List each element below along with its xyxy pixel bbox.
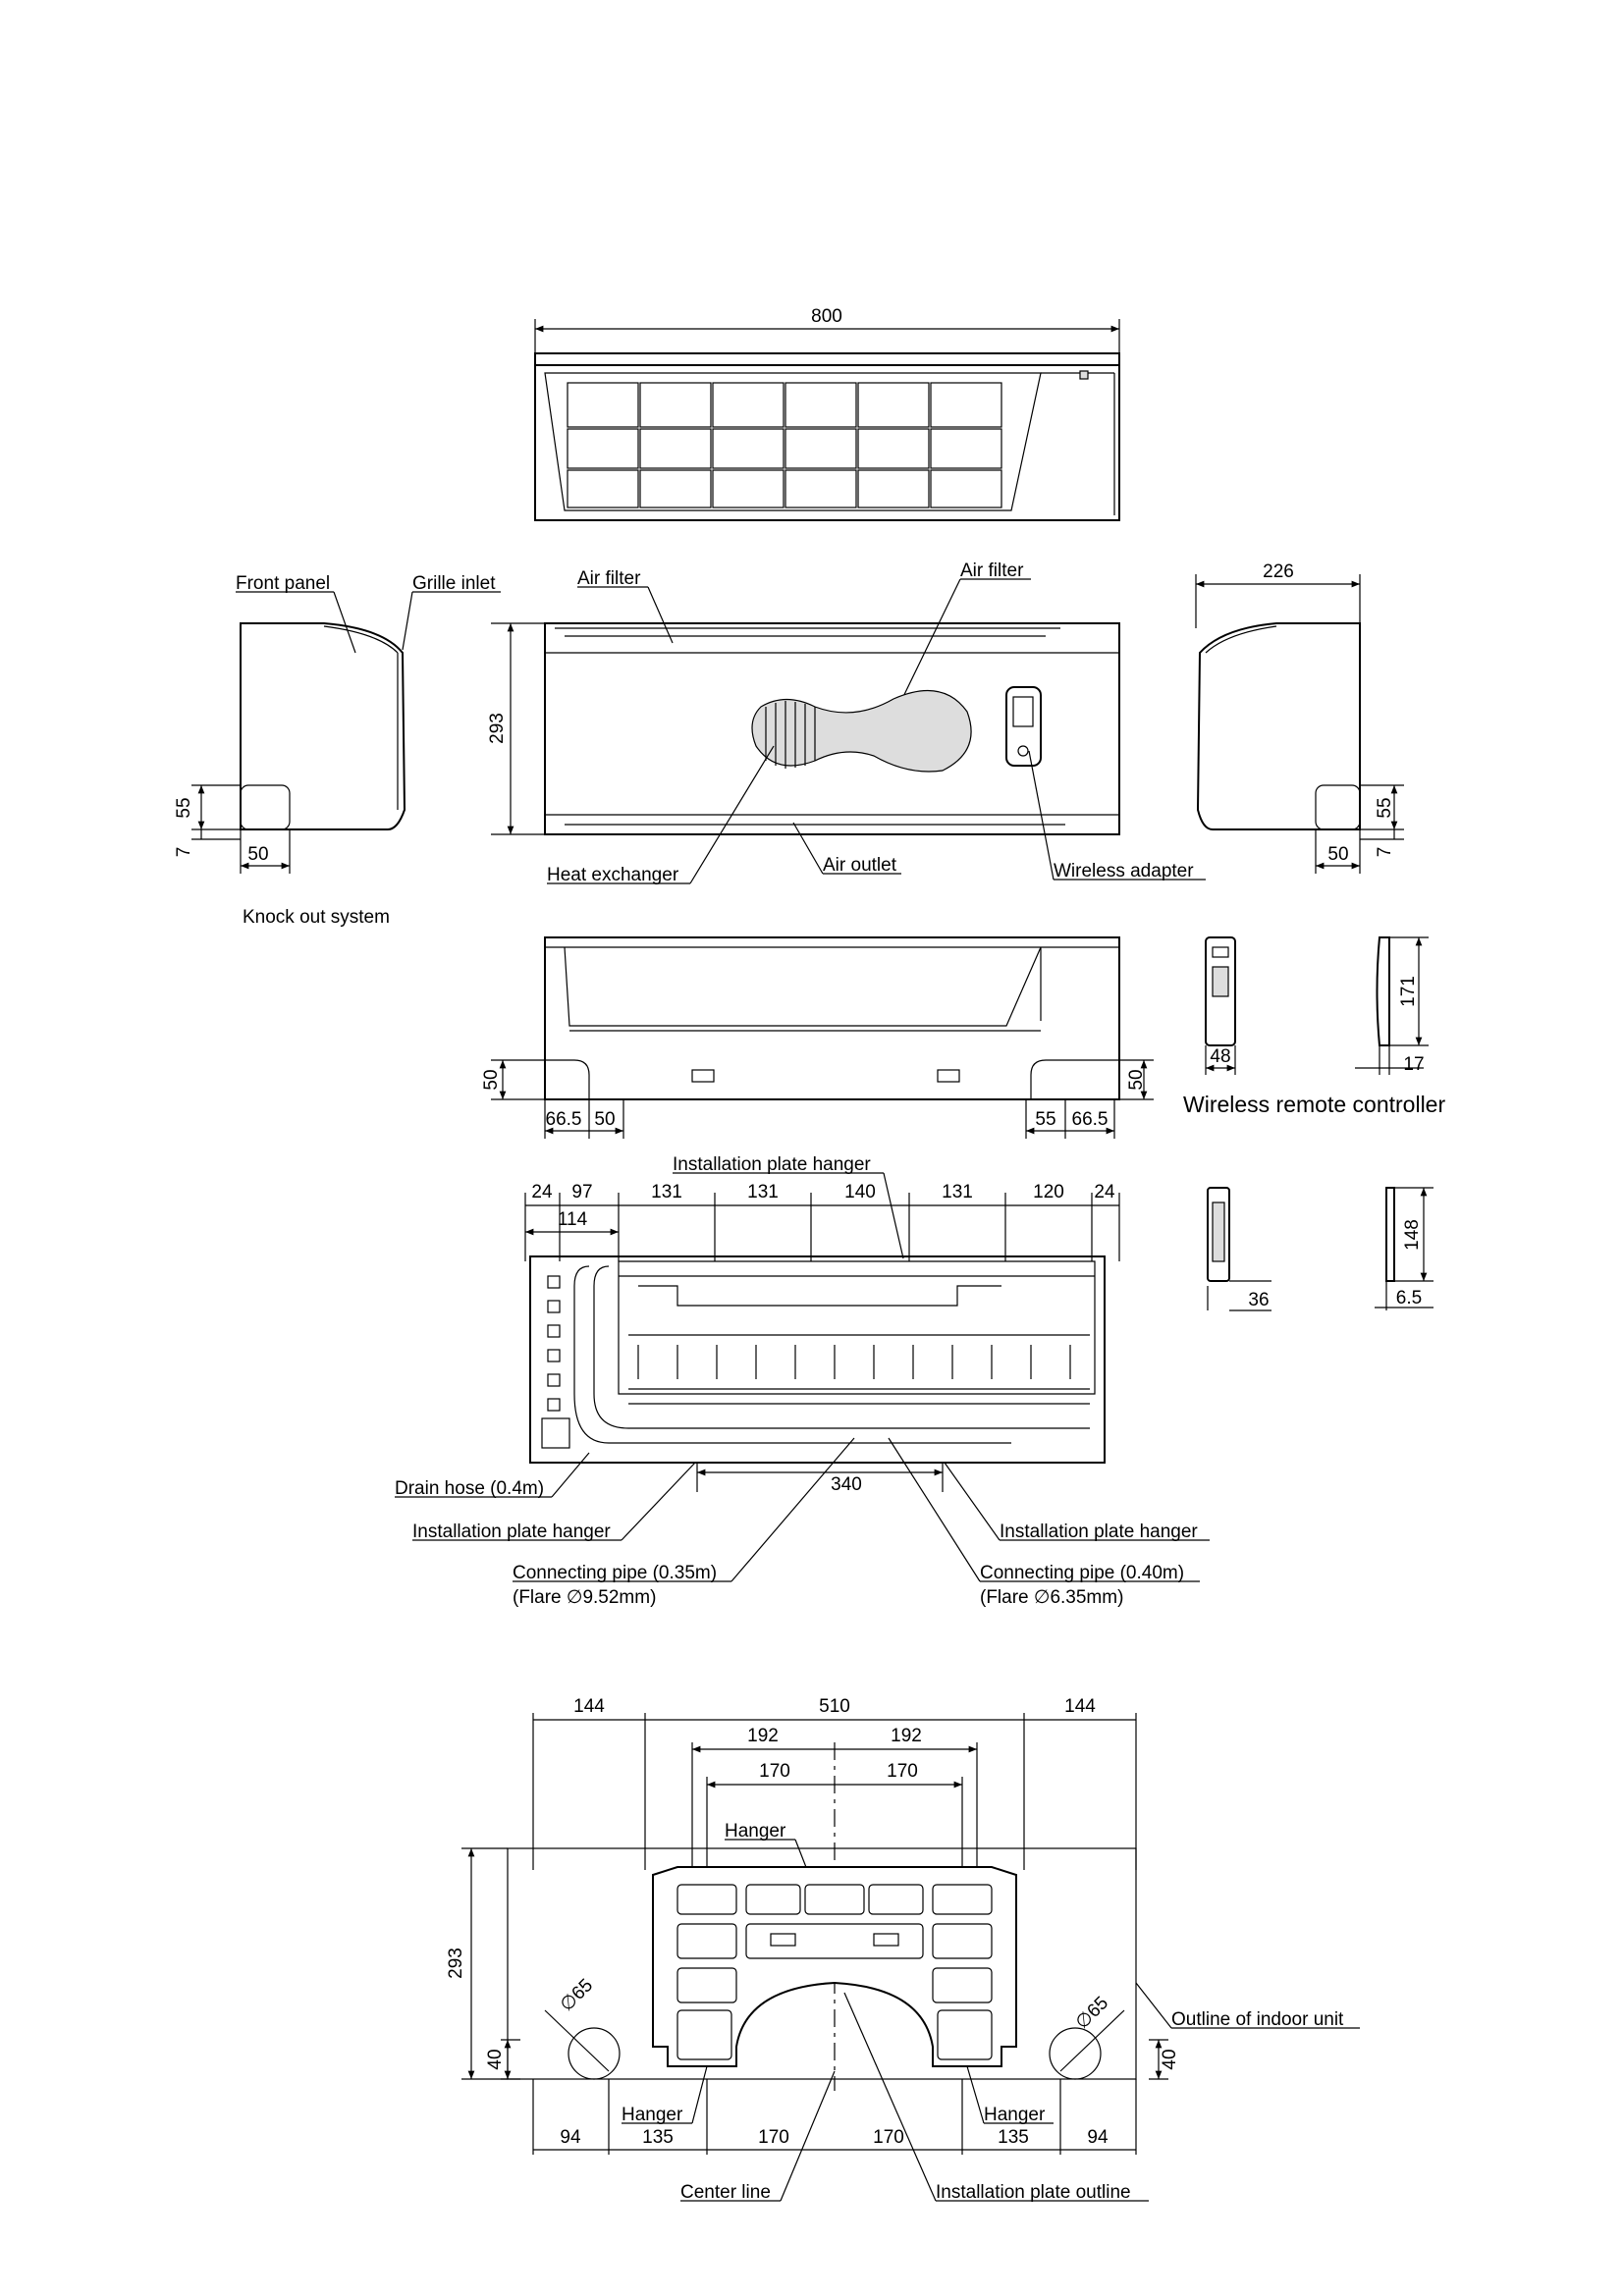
plate-bottom-dim-1: 135 (642, 2127, 674, 2148)
plate-bottom-dim-5: 94 (1087, 2127, 1109, 2148)
left-d55: 55 (174, 797, 194, 819)
front-height-dim: 293 (487, 713, 508, 744)
right-d55: 55 (1375, 797, 1395, 819)
right-side-view (1196, 561, 1404, 874)
air-outlet-label: Air outlet (823, 855, 896, 876)
holder-depth: 6.5 (1395, 1288, 1423, 1308)
drain-hose-label: Drain hose (0.4m) (395, 1478, 545, 1499)
right-d50: 50 (1327, 844, 1349, 865)
front-panel-label: Front panel (236, 573, 331, 594)
rear-view (395, 1154, 1210, 1608)
remote-width: 48 (1210, 1046, 1231, 1067)
pipe-right-flare: (Flare ∅6.35mm) (980, 1587, 1124, 1608)
plate-bottom-dim-3: 170 (873, 2127, 904, 2148)
bottom-d66-5-left: 66.5 (545, 1109, 582, 1130)
plate-hanger-br-label: Hanger (984, 2105, 1046, 2125)
rear-d114: 114 (557, 1209, 588, 1230)
rear-hanger-left-label: Installation plate hanger (412, 1522, 611, 1542)
wireless-remote (1183, 937, 1445, 1117)
plate-height-dim: 293 (446, 1948, 466, 1979)
rear-dim-1: 97 (571, 1182, 593, 1202)
rear-dim-2: 131 (651, 1182, 682, 1202)
holder-width: 36 (1248, 1290, 1270, 1310)
air-filter-left-label: Air filter (577, 568, 641, 589)
left-d50: 50 (247, 844, 269, 865)
plate-hanger-bl-label: Hanger (622, 2105, 683, 2125)
plate-d170-left: 170 (759, 1761, 790, 1782)
right-depth-dim: 226 (1263, 561, 1294, 582)
rear-dim-6: 120 (1033, 1182, 1064, 1202)
plate-d192-right: 192 (891, 1726, 922, 1746)
left-d7: 7 (174, 846, 194, 858)
pipe-right-label: Connecting pipe (0.40m) (980, 1563, 1185, 1583)
rear-dim-0: 24 (531, 1182, 553, 1202)
knock-out-label: Knock out system (243, 907, 390, 928)
plate-bottom-dim-0: 94 (560, 2127, 581, 2148)
bottom-d50-b: 50 (594, 1109, 616, 1130)
rear-dim-4: 140 (844, 1182, 876, 1202)
fan-blades (638, 1345, 1070, 1379)
rear-dim-5: 131 (942, 1182, 973, 1202)
bottom-d50-left: 50 (481, 1069, 502, 1091)
grille-inlet-label: Grille inlet (412, 573, 496, 594)
plate-d144-left: 144 (573, 1696, 605, 1717)
wireless-adapter-label: Wireless adapter (1054, 861, 1194, 881)
plate-hanger-top-label: Hanger (725, 1821, 786, 1842)
bottom-d55: 55 (1035, 1109, 1056, 1130)
rear-hanger-top-label: Installation plate hanger (673, 1154, 871, 1175)
air-filter-right-label: Air filter (960, 561, 1024, 581)
rear-dim-3: 131 (747, 1182, 779, 1202)
top-view (535, 306, 1119, 520)
plate-d170-right: 170 (887, 1761, 918, 1782)
heat-exchanger-label: Heat exchanger (547, 865, 679, 885)
filter-grid (568, 383, 1001, 507)
front-view (487, 561, 1206, 885)
rear-d340: 340 (831, 1474, 862, 1495)
plate-d510: 510 (819, 1696, 850, 1717)
pipe-left-flare: (Flare ∅9.52mm) (513, 1587, 657, 1608)
remote-depth: 17 (1403, 1054, 1425, 1075)
bottom-d66-5-right: 66.5 (1071, 1109, 1109, 1130)
remote-label: Wireless remote controller (1183, 1092, 1446, 1117)
top-width-dim: 800 (811, 306, 842, 327)
plate-outline-label: Installation plate outline (936, 2182, 1131, 2203)
plate-d40-left: 40 (485, 2049, 506, 2070)
right-d7: 7 (1375, 846, 1395, 858)
plate-bottom-dim-2: 170 (758, 2127, 789, 2148)
pipe-left-label: Connecting pipe (0.35m) (513, 1563, 718, 1583)
left-side-view (174, 573, 501, 928)
holder-height: 148 (1402, 1219, 1423, 1251)
remote-height: 171 (1398, 976, 1419, 1007)
bottom-view (481, 937, 1154, 1139)
plate-d192-left: 192 (747, 1726, 779, 1746)
plate-view (446, 1696, 1360, 2203)
plate-d40-right: 40 (1160, 2049, 1180, 2070)
plate-bottom-dim-4: 135 (998, 2127, 1029, 2148)
rear-hanger-right-label: Installation plate hanger (1000, 1522, 1198, 1542)
outline-indoor-label: Outline of indoor unit (1171, 2009, 1344, 2030)
plate-dia-left: ∅65 (556, 1975, 598, 2016)
plate-dia-right: ∅65 (1071, 1993, 1113, 2034)
rear-dim-7: 24 (1094, 1182, 1115, 1202)
center-line-label: Center line (680, 2182, 771, 2203)
bottom-d50-right: 50 (1126, 1069, 1147, 1091)
plate-d144-right: 144 (1064, 1696, 1096, 1717)
remote-holder (1208, 1188, 1434, 1310)
